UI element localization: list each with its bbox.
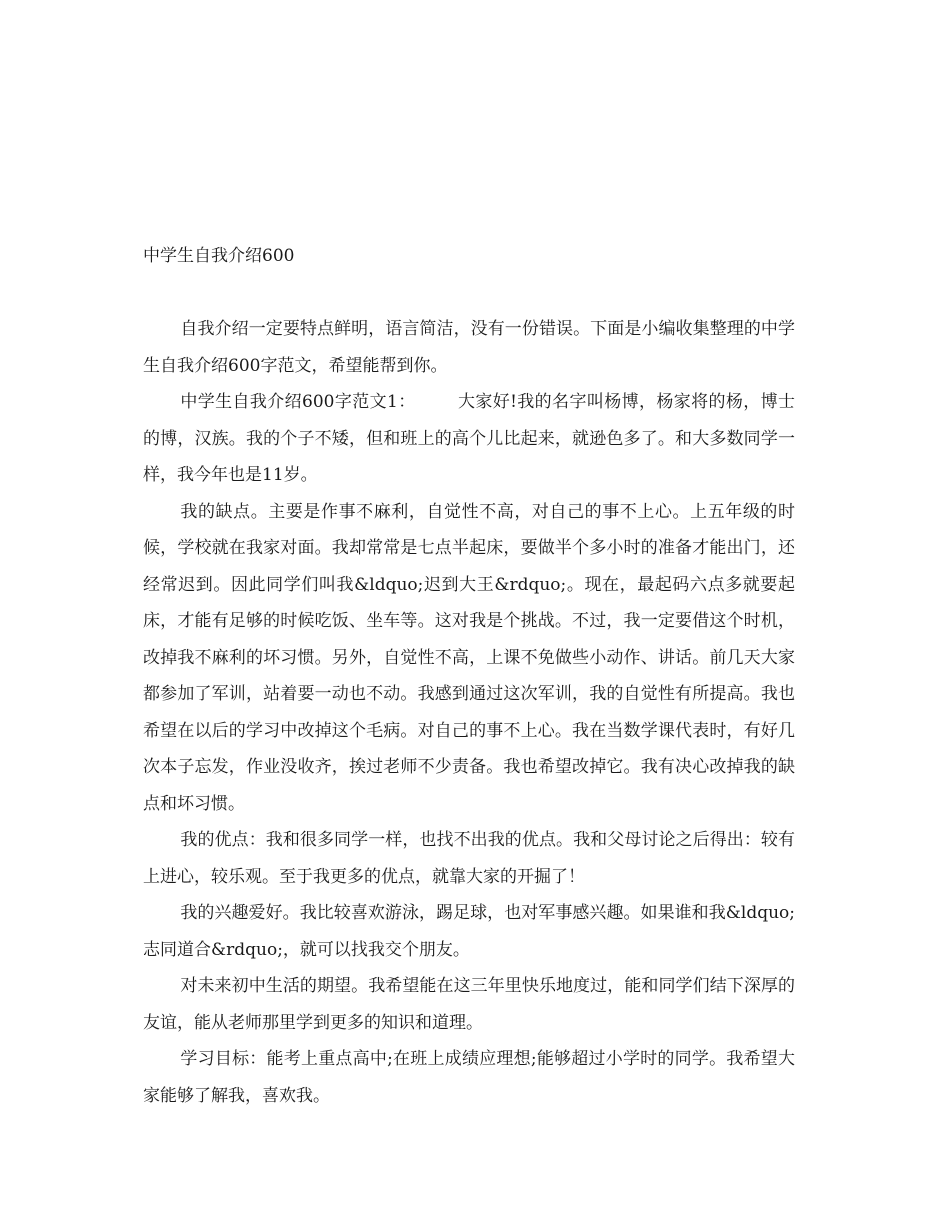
expectation-paragraph: 对未来初中生活的期望。我希望能在这三年里快乐地度过，能和同学们结下深厚的友谊，能从老师那里学到更多的知识和道理。 <box>143 976 795 1033</box>
sample-label: 中学生自我介绍600字范文1： <box>180 392 416 412</box>
weakness-paragraph: 我的缺点。主要是作事不麻利，自觉性不高，对自己的事不上心。上五年级的时候，学校就在我家对面。我却常常是七点半起床，要做半个多小时的准备才能出门，还经常迟到。因此同学们叫我&ldquo;迟到大王&rdquo;。现在，最起码六点多就要起床，才能有足够的时候吃饭、坐车等。这对我是个挑战。不过，我一定要借这个时机，改掉我不麻利的坏习惯。另外，自觉性不高，上课不免做些小动作、讲话。前几天大家都参加了军训，站着要一动也不动。我感到通过这次军训，我的自觉性有所提高。我也希望在以后的学习中改掉这个毛病。对自己的事不上心。我在当数学课代表时，有好几次本子忘发，作业没收齐，挨过老师不少责备。我也希望改掉它。我有决心改掉我的缺点和坏习惯。 <box>143 501 795 814</box>
hobby-paragraph: 我的兴趣爱好。我比较喜欢游泳，踢足球，也对军事感兴趣。如果谁和我&ldquo;志同道合&rdquo;，就可以找我交个朋友。 <box>143 903 795 960</box>
sample-text: 大家好!我的名字叫杨博，杨家将的杨，博士的博，汉族。我的个子不矮，但和班上的高个儿比起来，就逊色多了。和大多数同学一样，我今年也是11岁。 <box>143 392 795 485</box>
goal-paragraph: 学习目标：能考上重点高中;在班上成绩应理想;能够超过小学时的同学。我希望大家能够了解我，喜欢我。 <box>143 1049 795 1106</box>
document-title: 中学生自我介绍600 <box>143 246 295 266</box>
document-body <box>143 311 795 1114</box>
sample-paragraph <box>143 384 795 494</box>
strength-paragraph: 我的优点：我和很多同学一样，也找不出我的优点。我和父母讨论之后得出：较有上进心，较乐观。至于我更多的优点，就靠大家的开掘了！ <box>143 830 795 887</box>
intro-paragraph: 自我介绍一定要特点鲜明，语言简洁，没有一份错误。下面是小编收集整理的中学生自我介绍600字范文，希望能帮到你。 <box>143 319 795 376</box>
